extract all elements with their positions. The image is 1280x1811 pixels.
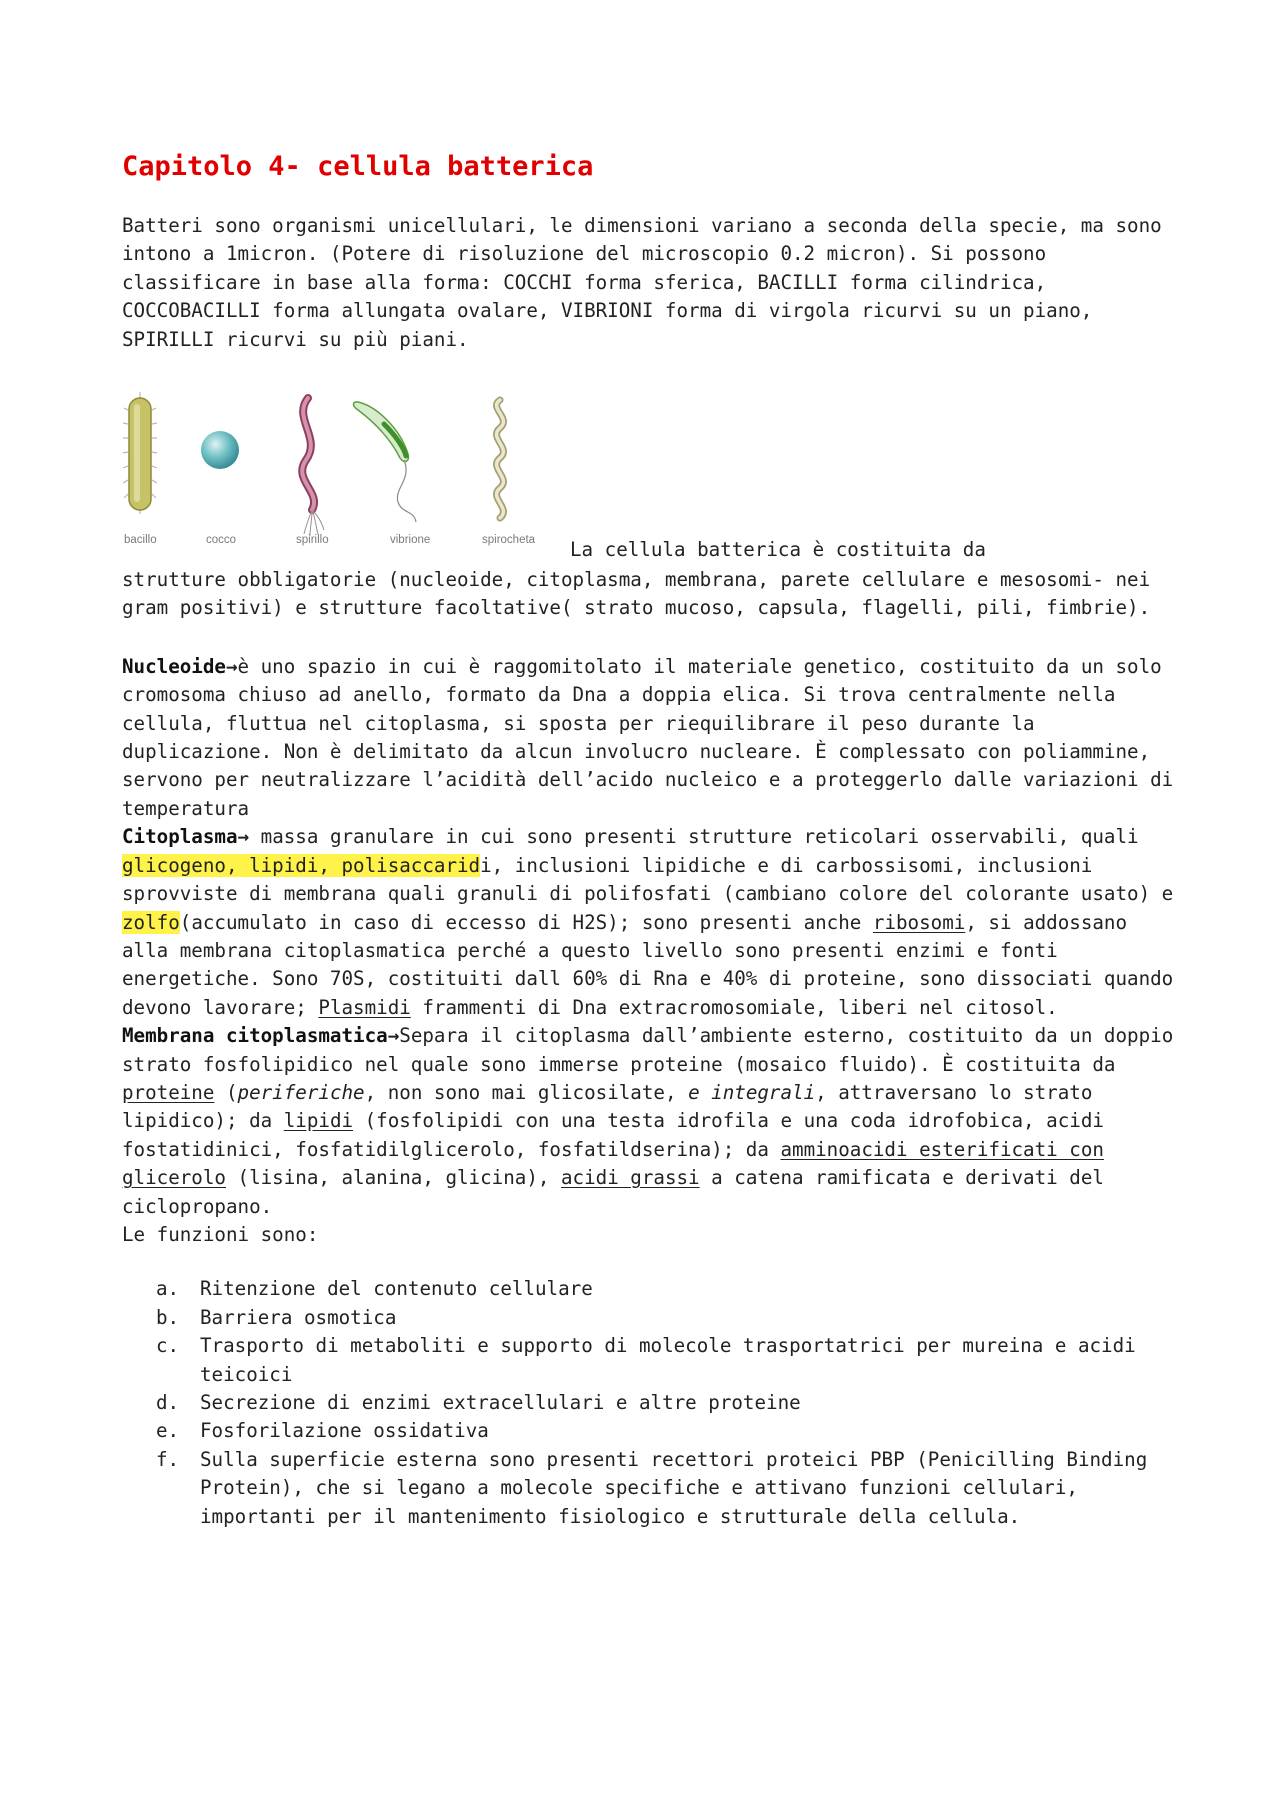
structure-first-line: La cellula batterica è costituita da xyxy=(570,538,986,562)
highlight-glicogeno: glicogeno, lipidi, polisaccarid xyxy=(122,853,481,877)
membrana-text: , non sono mai glicosilate, xyxy=(364,1080,689,1104)
list-item xyxy=(156,1417,1182,1445)
functions-list xyxy=(122,1275,1182,1531)
list-marker: e. xyxy=(156,1419,180,1443)
membrana-text: , attraversano lo strato lipidico); da xyxy=(122,1080,1093,1133)
funzioni-intro: Le funzioni sono: xyxy=(122,1222,319,1246)
list-item xyxy=(156,1332,1182,1389)
citoplasma-text: frammenti di Dna extracromosomiale, liberi nel citosol. xyxy=(410,995,1058,1019)
bacteria-shapes-figure xyxy=(122,388,552,566)
cocco-illustration xyxy=(201,431,239,469)
underlined-plasmidi: Plasmidi xyxy=(318,995,411,1019)
list-marker: d. xyxy=(156,1391,180,1414)
citoplasma-text: massa granulare in cui sono presenti strutture reticolari osservabili, quali xyxy=(249,825,1139,849)
list-item xyxy=(156,1389,1182,1417)
membrana-text: a catena ramificata e derivati del ciclopropano. xyxy=(122,1166,1104,1218)
document-body xyxy=(122,150,1182,1531)
nucleoide-paragraph xyxy=(122,653,1182,823)
list-marker: f. xyxy=(156,1447,180,1471)
spirocheta-illustration xyxy=(497,400,504,518)
bacillo-illustration xyxy=(123,392,157,514)
arrow-icon: → xyxy=(237,825,250,849)
list-item-text: Barriera osmotica xyxy=(200,1305,397,1329)
spirillo-illustration xyxy=(302,398,324,536)
membrana-text: (lisina, alanina, glicina), xyxy=(225,1166,561,1190)
list-item xyxy=(156,1275,1182,1303)
vibrione-illustration xyxy=(354,402,417,522)
list-item-text: Ritenzione del contenuto cellulare xyxy=(200,1277,593,1301)
underlined-amminoacidi: amminoacidi esterificati con glicerolo xyxy=(122,1137,1104,1190)
citoplasma-paragraph xyxy=(122,823,1182,1022)
citoplasma-text: , si addossano alla membrana citoplasmatica perché a questo livello sono presenti enzimi e fonti energetiche. Sono 70S, costituiti dall 60% di Rna e 40% di proteine, sono dissociati quando devono lavorare; xyxy=(122,910,1174,1019)
membrana-text: (fosfolipidi con una testa idrofila e una coda idrofobica, acidi fostatidinici, fosfatidilglicerolo, fosfatildserina); da xyxy=(122,1109,1104,1161)
italic-periferiche: periferiche xyxy=(237,1080,365,1104)
list-marker: c. xyxy=(156,1334,180,1358)
list-item-text: Sulla superficie esterna sono presenti recettori proteici PBP (Penicilling Binding Protein), che si legano a molecole specifiche e attivano funzioni cellulari, importanti per il mantenimento fisiologico e strutturale della cellula. xyxy=(200,1447,1148,1528)
label-spirillo: spirillo xyxy=(296,534,329,547)
citoplasma-text: i, inclusioni lipidiche e di carbossisomi, inclusioni sprovviste di membrana quali granuli di polifosfati (cambiano colore del colorante usato) e xyxy=(122,853,1174,906)
structure-paragraph: strutture obbligatorie (nucleoide, citoplasma, membrana, parete cellulare e mesosomi- nei gram positivi) e strutture facoltative( strato mucoso, capsula, flagelli, pili, fimbrie). xyxy=(122,568,1151,620)
underlined-ribosomi: ribosomi xyxy=(872,910,966,934)
arrow-icon: → xyxy=(387,1024,400,1048)
highlight-zolfo: zolfo xyxy=(122,910,180,934)
bacteria-shapes-figure-block xyxy=(122,388,1182,566)
underlined-acidi-grassi: acidi grassi xyxy=(560,1166,700,1190)
citoplasma-term: Citoplasma xyxy=(122,825,238,849)
chapter-title: Capitolo 4- cellula batterica xyxy=(122,151,594,182)
nucleoide-text: è uno spazio in cui è raggomitolato il materiale genetico, costituito da un solo cromosoma chiuso ad anello, formato da Dna a doppia elica. Si trova centralmente nella cellula, fluttua nel citoplasma, si sposta per riequilibrare il peso durante la duplicazione. Non è delimitato da alcun involucro nucleare. È complessato con poliammine, servono per neutralizzare l’acidità dell’acido nucleico e a proteggerlo dalle variazioni di temperatura xyxy=(122,654,1174,820)
citoplasma-text: (accumulato in caso di eccesso di H2S); sono presenti anche xyxy=(179,910,873,934)
label-spirocheta: spirocheta xyxy=(482,534,536,547)
list-item-text: Trasporto di metaboliti e supporto di molecole trasportatrici per mureina e acidi teicoici xyxy=(200,1334,1136,1386)
membrana-text: ( xyxy=(214,1080,238,1104)
membrana-paragraph xyxy=(122,1022,1182,1221)
list-marker: b. xyxy=(156,1305,180,1329)
label-vibrione: vibrione xyxy=(390,534,431,547)
list-item xyxy=(156,1304,1182,1332)
list-item-text: Secrezione di enzimi extracellulari e altre proteine xyxy=(200,1391,801,1414)
label-cocco: cocco xyxy=(206,534,237,547)
membrana-term: Membrana citoplasmatica xyxy=(122,1024,388,1048)
list-item xyxy=(156,1446,1182,1531)
intro-paragraph: Batteri sono organismi unicellulari, le dimensioni variano a seconda della specie, ma sono intono a 1micron. (Potere di risoluzione del microscopio 0.2 micron). Si possono classificare in base alla forma: COCCHI forma sferica, BACILLI forma cilindrica, COCCOBACILLI forma allungata ovalare, VIBRIONI forma di virgola ricurvi su un piano, SPIRILLI ricurvi su più piani. xyxy=(122,214,1162,351)
italic-integrali: e integrali xyxy=(688,1080,816,1104)
arrow-icon: → xyxy=(225,654,238,678)
nucleoide-term: Nucleoide xyxy=(122,654,226,678)
label-bacillo: bacillo xyxy=(124,534,157,547)
list-item-text: Fosforilazione ossidativa xyxy=(200,1419,489,1443)
underlined-lipidi: lipidi xyxy=(283,1109,354,1133)
list-marker: a. xyxy=(156,1277,180,1301)
underlined-proteine: proteine xyxy=(122,1080,215,1104)
membrana-text: Separa il citoplasma dall’ambiente esterno, costituito da un doppio strato fosfolipidico nel quale sono immerse proteine (mosaico fluido). È costituita da xyxy=(122,1024,1174,1076)
